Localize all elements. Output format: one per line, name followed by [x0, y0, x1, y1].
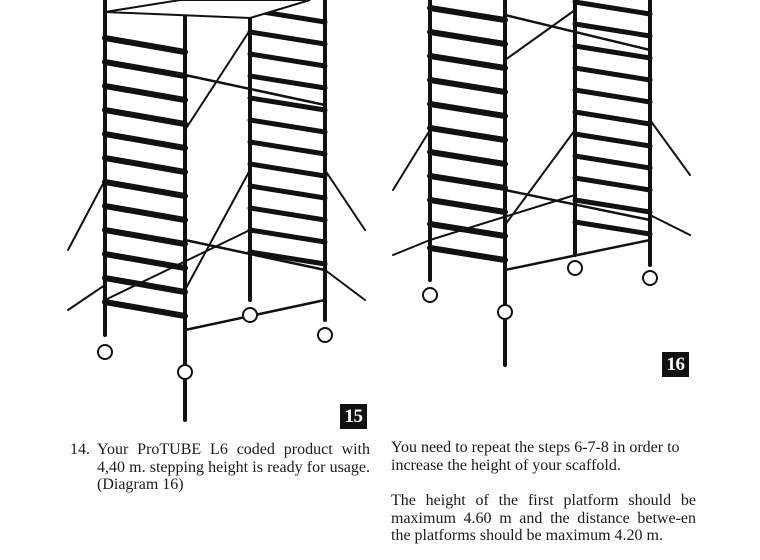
scaffold-diagram-15 [60, 0, 380, 440]
scaffold-diagram-16 [385, 0, 705, 380]
step-14-instruction [70, 441, 370, 494]
repeat-steps-note: You need to repeat the steps 6-7-8 in order to increase the height of your scaffold. [391, 439, 680, 474]
platform-height-note: The height of the first platform should be maximum 4.60 m and the distance betwe-en the platforms should be maximum 4.20 m. [391, 492, 696, 544]
scaffold-tower-illustration-icon [385, 0, 705, 380]
scaffold-tower-illustration-icon [60, 0, 380, 440]
step-number: 14. [70, 441, 90, 458]
diagram-number-badge-15: 15 [340, 404, 367, 429]
step-text: Your ProTUBE L6 coded product with 4,40 m. stepping height is ready for usage. (Diagram 16) [97, 441, 370, 493]
diagram-number-badge-16: 16 [662, 352, 689, 377]
